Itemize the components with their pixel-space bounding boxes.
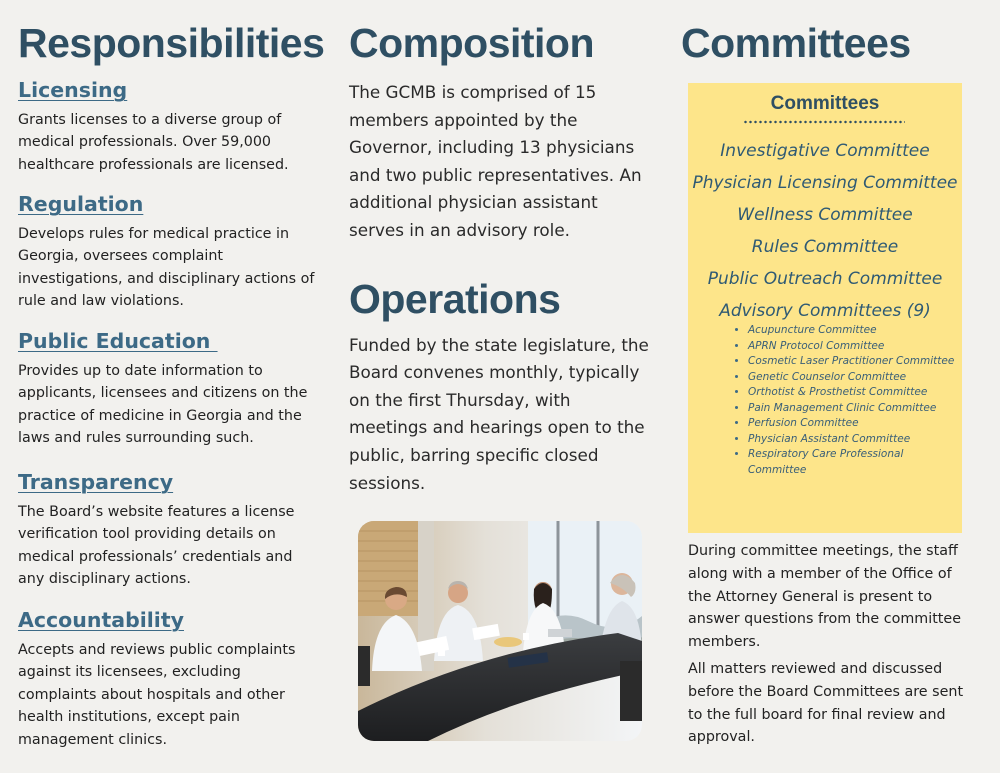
- committee-list: [688, 135, 962, 327]
- committee-item: Physician Licensing Committee: [692, 173, 958, 193]
- board-review-note: All matters reviewed and discussed before the Board Committees are sent to the full board for final review and approval.: [688, 661, 964, 746]
- section-licensing: [18, 78, 318, 176]
- accountability-body: Accepts and reviews public complaints against its licensees, excluding complaints about hospitals and other health institutions, except pain management clinics.: [18, 641, 296, 748]
- composition-heading: Composition: [349, 20, 595, 66]
- advisory-item: • Pain Management Clinic Committee: [748, 401, 963, 417]
- transparency-title[interactable]: Transparency: [18, 470, 174, 494]
- composition-column: [349, 0, 654, 497]
- licensing-title[interactable]: Licensing: [18, 78, 128, 102]
- advisory-item: • Orthotist & Prosthetist Committee: [748, 385, 963, 401]
- committee-meetings-note: During committee meetings, the staff along with a member of the Office of the Attorney General is present to answer questions from the committee members.: [688, 543, 962, 651]
- section-transparency: [18, 470, 318, 591]
- responsibilities-heading: Responsibilities: [18, 20, 325, 66]
- accountability-title[interactable]: Accountability: [18, 608, 184, 632]
- advisory-item: • Genetic Counselor Committee: [748, 370, 963, 386]
- responsibilities-column: [18, 0, 325, 748]
- committee-item: Rules Committee: [751, 237, 899, 257]
- committee-item: Investigative Committee: [720, 141, 930, 161]
- dotted-divider: [743, 120, 905, 124]
- regulation-title[interactable]: Regulation: [18, 192, 144, 216]
- committee-item: Public Outreach Committee: [707, 269, 943, 289]
- licensing-body: Grants licenses to a diverse group of medical professionals. Over 59,000 healthcare professionals are licensed.: [18, 111, 289, 173]
- advisory-item: • APRN Protocol Committee: [748, 339, 963, 355]
- operations-body: Funded by the state legislature, the Board convenes monthly, typically on the first Thursday, with meetings and hearings open to the public, barring specific closed sessions.: [349, 334, 649, 493]
- committees-box: [688, 83, 962, 533]
- advisory-item: • Perfusion Committee: [748, 416, 963, 432]
- meeting-photo: [358, 521, 642, 741]
- section-regulation: [18, 192, 318, 313]
- section-accountability: [18, 608, 318, 752]
- advisory-committee-list: [728, 323, 963, 478]
- advisory-item: • Cosmetic Laser Practitioner Committee: [748, 354, 963, 370]
- public-education-body: Provides up to date information to applicants, licensees and citizens on the practice of medicine in Georgia and the laws and rules surrounding such.: [18, 362, 308, 447]
- meeting-illustration: [358, 521, 642, 741]
- section-public-education: [18, 329, 318, 450]
- regulation-body: Develops rules for medical practice in Georgia, oversees complaint investigations, and disciplinary actions of rule and law violations.: [18, 225, 315, 310]
- public-education-title[interactable]: Public Education: [18, 329, 218, 353]
- committees-column: [681, 0, 981, 64]
- advisory-item: • Physician Assistant Committee: [748, 432, 963, 448]
- transparency-body: The Board’s website features a license verification tool providing details on medical professionals’ credentials and any disciplinary actions.: [18, 503, 295, 588]
- committees-heading: Committees: [681, 20, 911, 66]
- composition-body: The GCMB is comprised of 15 members appointed by the Governor, including 13 physicians and two public representatives. An additional physician assistant serves in an advisory role.: [349, 82, 642, 240]
- committee-item: Advisory Committees (9): [719, 301, 931, 321]
- committee-item: Wellness Committee: [737, 205, 913, 225]
- advisory-item: • Respiratory Care Professional Committee: [748, 447, 963, 478]
- advisory-item: • Acupuncture Committee: [748, 323, 963, 339]
- committees-box-title: Committees: [770, 93, 880, 114]
- operations-heading: Operations: [349, 275, 561, 322]
